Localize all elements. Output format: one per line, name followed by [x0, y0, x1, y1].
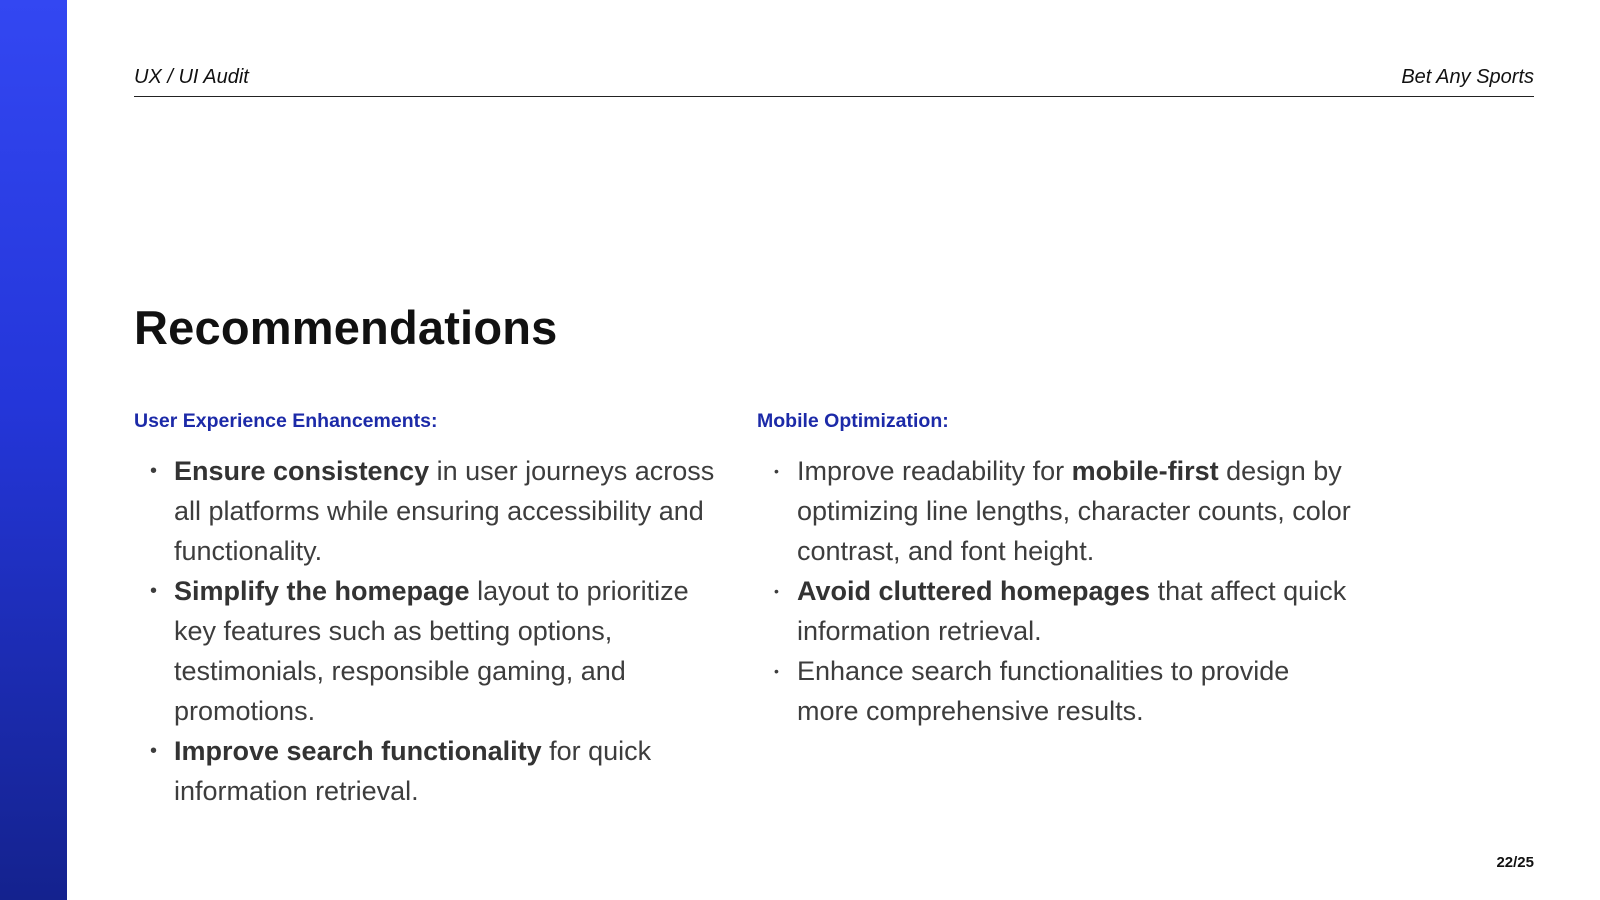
item-bold: Simplify the homepage: [174, 576, 470, 606]
accent-side-bar: [0, 0, 67, 900]
bullet-icon: •: [150, 740, 158, 762]
ux-enhancements-section: [134, 410, 724, 811]
page-number: 22/25: [1496, 854, 1534, 871]
list-item: [757, 651, 1357, 731]
item-bold: Ensure consistency: [174, 456, 430, 486]
item-text: design by optimizing line lengths, character counts, color contrast, and font height.: [797, 456, 1351, 566]
header: [134, 64, 1534, 97]
item-text: for quick information retrieval.: [174, 736, 652, 806]
item-bold: mobile-first: [1071, 456, 1219, 486]
item-bold: Avoid cluttered homepages: [797, 576, 1151, 606]
ux-enhancements-list: [134, 451, 724, 811]
item-pre: Enhance search functionalities to provide more comprehensive results.: [797, 656, 1290, 726]
page-title: Recommendations: [134, 301, 558, 354]
bullet-icon: •: [774, 583, 779, 599]
bullet-icon: •: [150, 460, 158, 482]
mobile-optimization-heading: Mobile Optimization:: [757, 410, 949, 432]
list-item: [134, 451, 724, 571]
ux-enhancements-heading: User Experience Enhancements:: [134, 410, 438, 432]
list-item: [757, 451, 1357, 571]
item-bold: Improve search functionality: [174, 736, 542, 766]
mobile-optimization-section: [757, 410, 1357, 731]
item-text: in user journeys across all platforms while ensuring accessibility and functionality.: [174, 456, 715, 566]
bullet-icon: •: [150, 580, 158, 602]
item-text: layout to prioritize key features such as betting options, testimonials, responsible gaming, and promotions.: [174, 576, 689, 726]
list-item: [134, 571, 724, 731]
doc-title: UX / UI Audit: [134, 66, 249, 88]
mobile-optimization-list: [757, 451, 1357, 731]
list-item: [134, 731, 724, 811]
item-pre: Improve readability for: [797, 456, 1072, 486]
bullet-icon: •: [774, 463, 779, 479]
client-name: Bet Any Sports: [1401, 66, 1534, 88]
item-text: that affect quick information retrieval.: [797, 576, 1347, 646]
list-item: [757, 571, 1357, 651]
bullet-icon: •: [774, 663, 779, 679]
